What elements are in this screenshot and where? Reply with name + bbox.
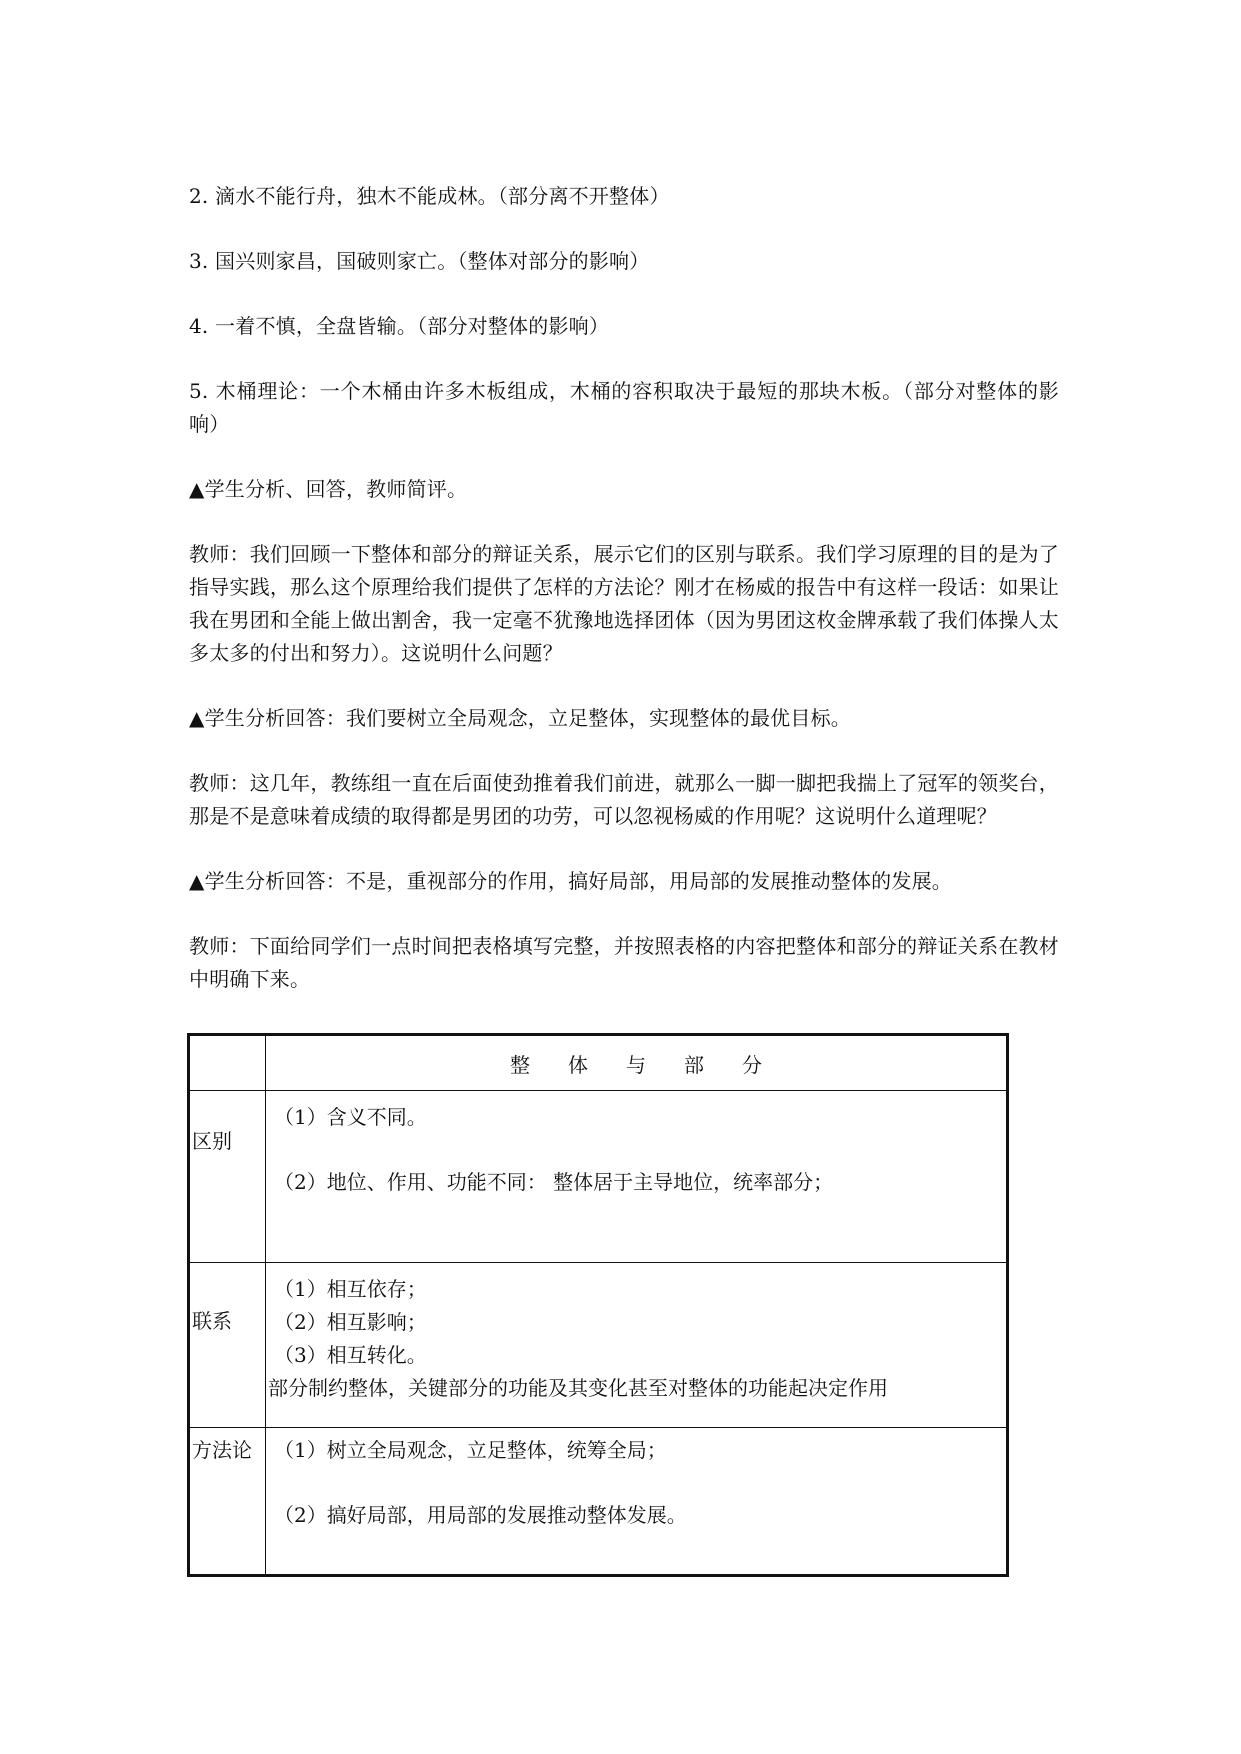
row-content-connection xyxy=(266,1263,1008,1428)
methodology-line-2: （2）搞好局部，用局部的发展推动整体发展。 xyxy=(274,1503,687,1527)
paragraph-item-4: 4. 一着不慎，全盘皆输。（部分对整体的影响） xyxy=(189,314,610,338)
difference-line-2: （2）地位、作用、功能不同： 整体居于主导地位，统率部分； xyxy=(274,1170,834,1194)
row-label-difference-text: 区别 xyxy=(192,1129,232,1153)
paragraph-item-3: 3. 国兴则家昌，国破则家亡。（整体对部分的影响） xyxy=(189,249,650,273)
paragraph-item-5: 5. 木桶理论：一个木桶由许多木板组成，木桶的容积取决于最短的那块木板。（部分对整体的影响） xyxy=(189,379,1059,436)
table-header-row xyxy=(189,1035,1008,1091)
row-label-connection xyxy=(189,1263,266,1428)
row-content-difference xyxy=(266,1091,1008,1263)
table-header-title: 整体与部分 xyxy=(266,1035,1008,1091)
student-note-3: ▲学生分析回答：不是，重视部分的作用，搞好局部，用局部的发展推动整体的发展。 xyxy=(189,869,952,893)
teacher-paragraph-1: 教师：我们回顾一下整体和部分的辩证关系，展示它们的区别与联系。我们学习原理的目的是为了指导实践，那么这个原理给我们提供了怎样的方法论？刚才在杨威的报告中有这样一段话：如果让我在男团和全能上做出割舍，我一定毫不犹豫地选择团体（因为男团这枚金牌承载了我们体操人太多太多的付出和努力）。这说明什么问题？ xyxy=(189,542,1059,665)
connection-line-2: （2）相互影响； xyxy=(274,1310,427,1334)
teacher-paragraph-2: 教师：这几年，教练组一直在后面使劲推着我们前进，就那么一脚一脚把我揣上了冠军的领奖台，那是不是意味着成绩的取得都是男团的功劳，可以忽视杨威的作用呢？这说明什么道理呢？ xyxy=(189,771,1059,828)
connection-line-1: （1）相互依存； xyxy=(274,1277,427,1301)
table-row-methodology xyxy=(189,1428,1008,1576)
teacher-paragraph-3: 教师：下面给同学们一点时间把表格填写完整，并按照表格的内容把整体和部分的辩证关系在教材中明确下来。 xyxy=(189,934,1059,991)
table-row-difference xyxy=(189,1091,1008,1263)
student-note-2: ▲学生分析回答：我们要树立全局观念，立足整体，实现整体的最优目标。 xyxy=(189,706,851,730)
table-header-empty-cell xyxy=(189,1035,266,1091)
connection-line-3: （3）相互转化。 xyxy=(274,1343,427,1367)
connection-line-4: 部分制约整体，关键部分的功能及其变化甚至对整体的功能起决定作用 xyxy=(268,1376,888,1400)
student-note-1: ▲学生分析、回答，教师简评。 xyxy=(189,477,468,501)
table-row-connection xyxy=(189,1263,1008,1428)
row-label-methodology xyxy=(189,1428,266,1576)
row-label-methodology-text: 方法论 xyxy=(192,1438,252,1462)
difference-line-1: （1）含义不同。 xyxy=(274,1105,427,1129)
row-label-difference xyxy=(189,1091,266,1263)
summary-table xyxy=(187,1033,1009,1577)
row-content-methodology xyxy=(266,1428,1008,1576)
methodology-line-1: （1）树立全局观念，立足整体，统筹全局； xyxy=(274,1438,667,1462)
row-label-connection-text: 联系 xyxy=(192,1309,232,1333)
paragraph-item-2: 2. 滴水不能行舟，独木不能成林。（部分离不开整体） xyxy=(189,184,670,208)
document-body xyxy=(189,180,1059,996)
